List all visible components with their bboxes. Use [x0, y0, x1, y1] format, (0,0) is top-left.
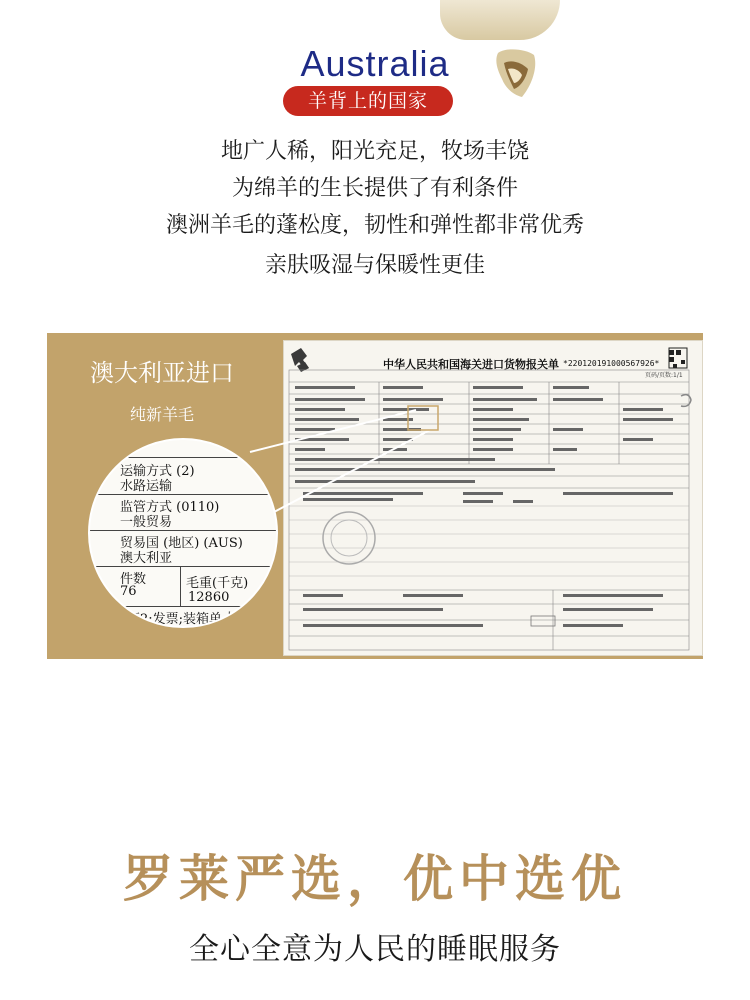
zoom-pieces-value: 76	[120, 584, 137, 599]
description-line-2: 为绵羊的生长提供了有利条件	[231, 176, 518, 201]
description-line-1: 地广人稀，阳光充足，牧场丰饶	[220, 139, 529, 164]
document-number: *220120191000567926*	[563, 359, 660, 368]
zoom-weight-label: 毛重(千克)	[186, 576, 249, 591]
zoom-magnifier	[88, 438, 278, 628]
footer-tagline: 全心全意为人民的睡眠服务	[189, 932, 561, 967]
panel-subtitle: 纯新羊毛	[129, 405, 194, 424]
country-badge: 羊背上的国家	[283, 86, 453, 116]
panel-title: 澳大利亚进口	[90, 359, 234, 387]
zoom-country-label: 贸易国 (地区) (AUS)	[120, 536, 243, 551]
description-line-3: 澳洲羊毛的蓬松度，韧性和弹性都非常优秀	[165, 213, 584, 238]
australia-map-image	[440, 0, 560, 40]
zoom-supervision-label: 监管方式 (0110)	[120, 500, 220, 515]
zoom-transport-label: 运输方式 (2)	[120, 464, 195, 479]
zoom-country-value: 澳大利亚	[120, 551, 173, 566]
document-page-count: 页码/页数:1/1	[645, 372, 683, 379]
zoom-supervision-value: 一般贸易	[120, 515, 173, 530]
zoom-weight-value: 12860	[188, 590, 230, 605]
zoom-transport-value: 水路运输	[120, 479, 173, 494]
footer-slogan: 罗莱严选，优中选优	[123, 850, 627, 908]
document-heading: 中华人民共和国海关进口货物报关单	[383, 358, 559, 371]
description-line-4: 亲肤吸湿与保暖性更佳	[264, 253, 485, 278]
zoom-pieces-label: 件数	[120, 572, 147, 587]
country-title: Australia	[300, 43, 450, 84]
zoom-documents-line: 单证2:发票;装箱单;提	[114, 612, 240, 627]
